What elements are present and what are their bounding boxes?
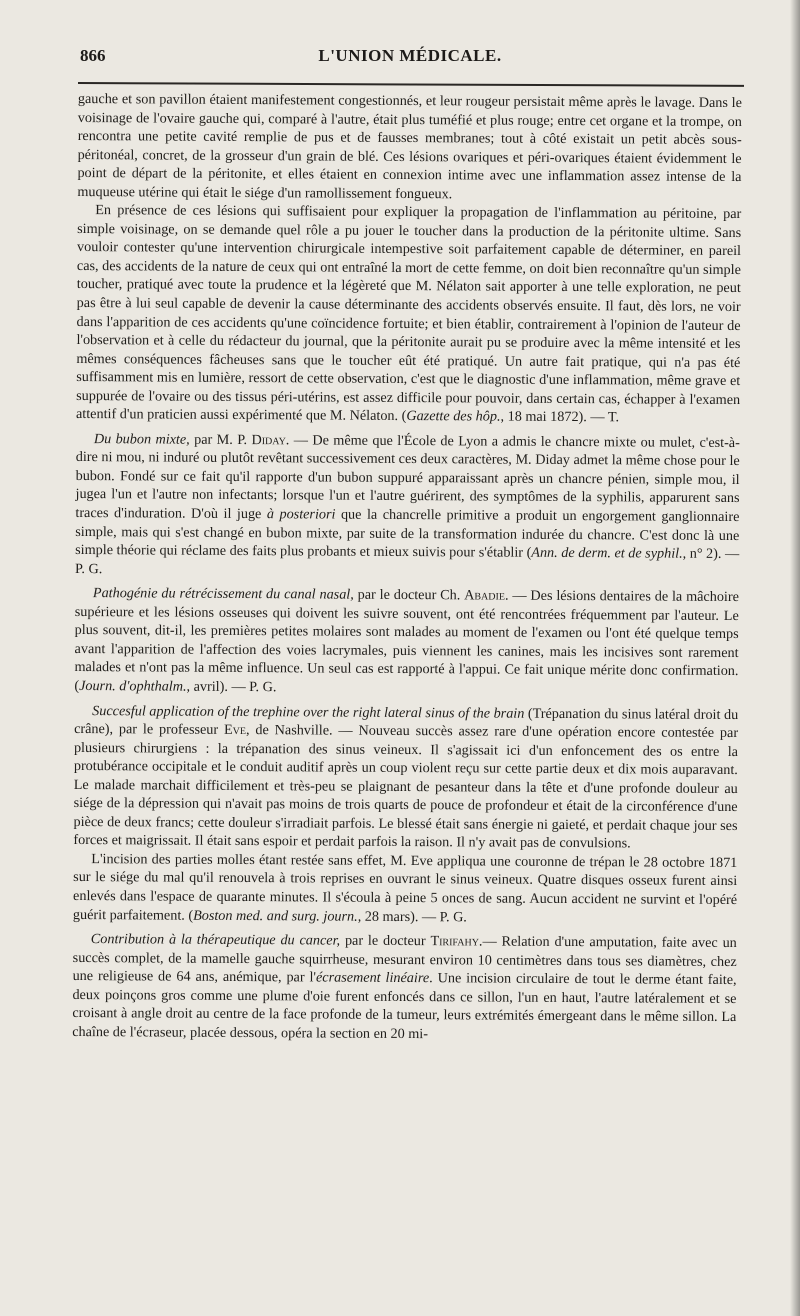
review-title: Du bubon mixte, xyxy=(93,430,190,448)
paragraph-text: . Une incision circulaire de tout le derme étant faite, deux poinçons gros comme une plume d'oie furent enfoncés dans ce sillon, l'un en haut, l'autre latéralement et se croisant à angle droit au centre de la face profonde de la tumeur, leurs extrémités émergeant dans le même sillon. La chaîne de l'écraseur, placée dessous, opéra la section en 20 mi- xyxy=(72,970,737,1042)
source-citation: Journ. d'ophthalm. xyxy=(79,677,187,695)
paragraph-text: L'incision des parties molles étant restée sans effet, M. Eve appliqua une couronne de trépan le 28 octobre 1871 sur le siége du mal qu'il renouvela à trois reprises en ouvrant le sinus veineux. Quatre disques osseux furent ainsi enlevés dans l'espace de quarante minutes. Il s'écoula à peine 5 onces de sang. Aucun accident ne survint et l'opéré guérit parfaitement. ( xyxy=(72,850,738,924)
paragraph-text: gauche et son pavillon étaient manifestement congestionnés, et leur rougeur persistait même après le lavage. Dans le voisinage de l'ovaire gauche qui, comparé à l'autre, était plus tuméfié et plus rouge; entre cet organe et la trompe, on rencontra une petite cavité remplie de pus et de fausses membranes; tout à côté existait un petit abcès sous-péritonéal, concret, de la grosseur d'un grain de blé. Ces lésions ovariques et péri-ovariques étaient évidemment le point de départ de la péritonite, et elles étaient en connexion intime avec une inflammation assez intense de la muqueuse utérine qui était le siége d'un ramollissement fongueux. xyxy=(77,90,742,203)
page-header xyxy=(80,46,740,76)
paragraph-discussion xyxy=(76,201,741,428)
paragraph-text: , n° 2). — P. G. xyxy=(75,545,740,577)
paragraph-text: , avril). — P. G. xyxy=(186,678,277,696)
paragraph-continuation xyxy=(77,90,742,205)
review-canal-nasal xyxy=(74,584,739,699)
latin-term: à posteriori xyxy=(266,506,336,523)
paragraph-text: , de Nashville. — Nouveau succès assez rare d'une opération encore contestée par plusieurs chirurgiens : la trépanation des sinus veineux. Il s'agissait ici d'un enfoncement des os entre la protubérance occipitale et le conduit auditif après un coup violent reçu sur cette partie deux et dix mois auparavant. Le malade marchait difficilement et très-peu se plaignant de pesanteur dans la tête et d'une profonde douleur au siége de la dépression qui n'avait pas moins de trois quarts de pouce de profondeur et était de la circonférence d'une pièce de deux francs; cette douleur s'irradiait parfois. Le blessé était sans énergie ni gaieté, et perdait chaque jour ses forces et maigrissait. Il était sans espoir et perdait parfois la raison. Il n'y avait pas de convulsions. xyxy=(73,722,739,852)
paragraph-text: .— Relation d'une amputation, faite avec un succès complet, de la mamelle gauche squirrheuse, mesurant environ 10 centimètres dans tous ses diamètres, chez une religieuse de 64 ans, anémique, par l' xyxy=(72,933,737,986)
running-title: L'UNION MÉDICALE. xyxy=(318,46,502,65)
review-author: Diday xyxy=(251,431,286,449)
paragraph-text: , 28 mars). — P. G. xyxy=(357,908,467,925)
paragraph-text: . — Des lésions dentaires de la mâchoire supérieure et les lésions osseuses qui doivent les suivre souvent, ont été rencontrées fréquemment par l'auteur. Le plus souvent, dit-il, les premières petites molaires sont malades au moment de l'examen ou l'ont été quelque temps avant l'apparition de l'affection des voies lacrymales, puis viennent les canines, mais les incisives sont rarement malades et n'ont pas la même influence. Un seul cas est rapporté à l'appui. Ce fait unique mérite donc confirmation. ( xyxy=(74,587,739,694)
paragraph-text: . — De même que l'École de Lyon a admis le chancre mixte ou mulet, c'est-à-dire ni mou, ni induré ou plutôt revêtant successivement ces deux caractères, M. Diday admet la même chose pour le bubon. Fondé sur ce fait qu'il rapporte d'un bubon suppuré apparaissant après un chancre pénien, simple mou, il jugea l'un et l'autre non infectants; lorsque l'un et l'autre guérirent, des symptômes de la syphilis, apparurent sans traces d'induration. D'où il juge xyxy=(75,432,740,523)
review-byline: par le docteur Ch. xyxy=(353,586,465,604)
article-body xyxy=(72,90,742,1045)
review-author: Tirifahy xyxy=(430,933,479,950)
page-number: 866 xyxy=(80,46,106,65)
review-cancer-therapy xyxy=(72,930,737,1045)
review-title: Pathogénie du rétrécissement du canal nasal, xyxy=(92,585,354,603)
review-title: Succesful application of the trephine over the right lateral sinus of the brain xyxy=(92,702,525,722)
header-rule xyxy=(78,82,744,87)
paragraph-text: (Trépanation du sinus latéral droit du crâne), par le professeur xyxy=(74,705,739,738)
review-title: Contribution à la thérapeutique du cancer, xyxy=(90,931,341,949)
source-citation: Gazette des hôp. xyxy=(406,408,501,425)
paragraph-text: En présence de ces lésions qui suffisaient pour expliquer la propagation de l'inflammation au péritoine, par simple voisinage, on se demande quel rôle a pu jouer le toucher dans la production de la péritonite ultime. Sans vouloir contester qu'une intervention chirurgicale intempestive soit parfaitement capable de déterminer, en pareil cas, des accidents de la nature de ceux qui ont entraîné la mort de cette femme, on doit bien reconnaître qu'un simple toucher, pratiqué avec toute la prudence et la légèreté que M. Nélaton sait apporter à une telle exploration, ne peut pas être à lui seul capable de devenir la cause déterminante des accidents observés ensuite. Il faut, dès lors, ne voir dans l'apparition de ces accidents qu'une coïncidence fortuite; et bien établir, contrairement à l'opinion de l'auteur de l'observation et à celle du rédacteur du journal, que la péritonite aurait pu se produire avec la même intensité et les mêmes conséquences fâcheuses sans que le toucher eût été pratiqué. Un autre fait pratique, qui n'a pas été suffisamment mis en lumière, ressort de cette observation, c'est que le diagnostic d'une inflammation, même grave et suppurée de l'ovaire ou des tissus péri-utérins, est assez difficile pour pouvoir, dans certain cas, échapper à l'examen attentif d'un praticien aussi expérimenté que M. Nélaton. ( xyxy=(75,202,742,425)
paragraph-text: , 18 mai 1872). — T. xyxy=(500,408,620,426)
review-author: Abadie xyxy=(464,587,506,604)
review-trephine xyxy=(73,701,738,853)
paragraph-trephine-outcome xyxy=(73,850,737,928)
paragraph-text: que la chancrelle primitive a produit un engorgement ganglionnaire simple, mais qui s'est changé en bubon mixte, par suite de la transformation indurée du chancre. C'est donc là une simple théorie qui réclame des faits plus probants et mieux suivis pour s'établir ( xyxy=(75,506,740,561)
source-citation: Boston med. and surg. journ. xyxy=(193,907,358,925)
review-byline: par M. P. xyxy=(189,431,252,448)
review-author: Eve xyxy=(223,721,247,739)
review-byline: par le docteur xyxy=(340,932,431,950)
source-citation: Ann. de derm. et de syphil. xyxy=(531,544,683,562)
review-bubon-mixte xyxy=(75,430,740,582)
technical-term: écrasement linéaire xyxy=(315,969,430,987)
